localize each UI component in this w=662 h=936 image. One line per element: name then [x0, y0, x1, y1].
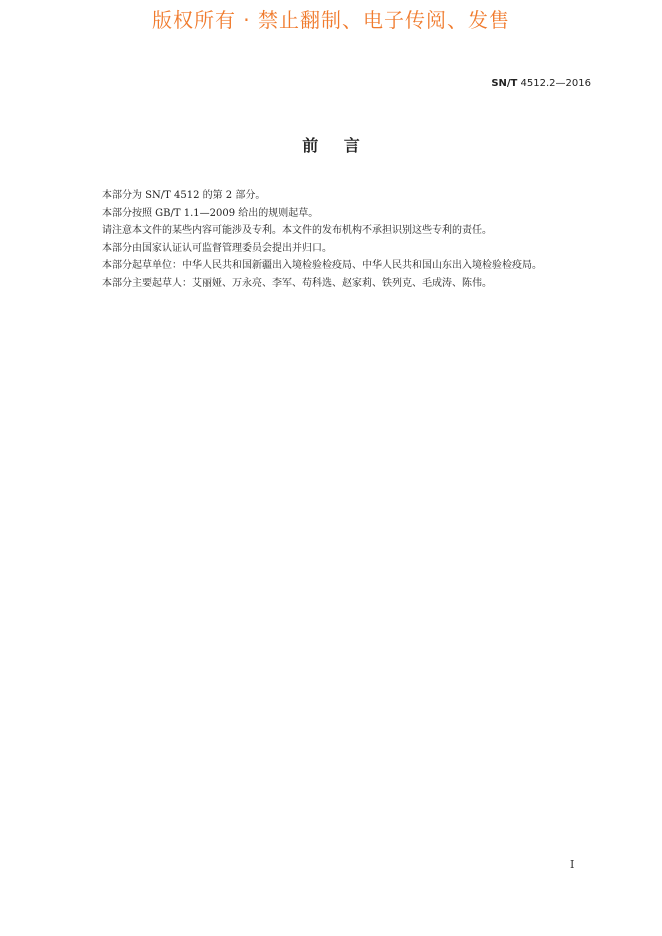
page-number: I: [570, 858, 575, 871]
paragraph-part-number: 本部分为 SN/T 4512 的第 2 部分。: [102, 190, 266, 201]
foreword-body: [80, 187, 592, 292]
standard-number: 4512.2—2016: [517, 78, 591, 89]
paragraph-drafting-rules: 本部分按照 GB/T 1.1—2009 给出的规则起草。: [102, 207, 319, 219]
paragraph-drafters: 本部分主要起草人：艾丽娅、万永亮、李军、苟科选、赵家莉、铁列克、毛成涛、陈伟。: [102, 277, 492, 289]
copyright-watermark: 版权所有 · 禁止翻制、电子传阅、发售: [151, 8, 511, 32]
paragraph-drafting-units: 本部分起草单位：中华人民共和国新疆出入境检验检疫局、中华人民共和国山东出入境检验检疫局。: [102, 260, 542, 271]
section-title: 前言: [302, 136, 386, 155]
standard-prefix: SN/T: [491, 78, 518, 89]
paragraph-patent-notice: 请注意本文件的某些内容可能涉及专利。本文件的发布机构不承担识别这些专利的责任。: [102, 225, 492, 236]
standard-code: [491, 77, 591, 91]
paragraph-proposer: 本部分由国家认证认可监督管理委员会提出并归口。: [102, 242, 332, 254]
